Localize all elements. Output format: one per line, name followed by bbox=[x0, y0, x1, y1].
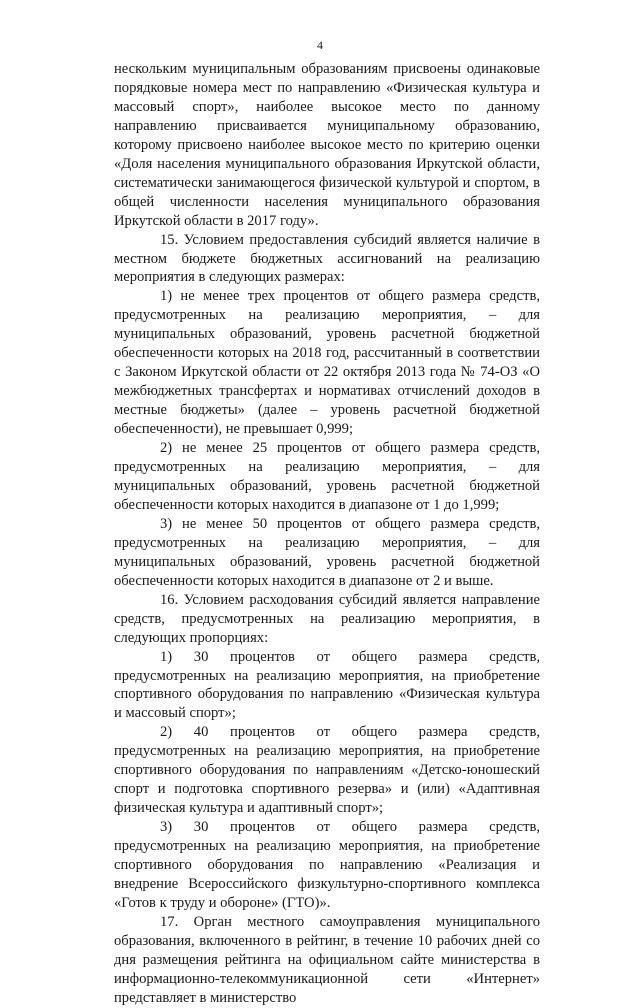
paragraph-15-item-3: 3) не менее 50 процентов от общего размера средств, предусмотренных на реализацию мероприятия, – для муниципальных образований, уровень расчетной бюджетной обеспеченности которых находится в диапазоне от 2 и выше. bbox=[114, 515, 540, 589]
paragraph-continued: нескольким муниципальным образованиям присвоены одинаковые порядковые номера мест по направлению «Физическая культура и массовый спорт», наиболее высокое место по данному направлению присваивается муниципальному образованию, которому присвоено наиболее высокое место по критерию оценки «Доля населения муниципального образования Иркутской области, систематически занимающегося физической культурой и спортом, в общей численности населения муниципального образования Иркутской области в 2017 году». bbox=[114, 61, 540, 229]
paragraph-16-item-1: 1) 30 процентов от общего размера средств, предусмотренных на реализацию мероприятия, на приобретение спортивного оборудования по направлению «Физическая культура и массовый спорт»; bbox=[114, 648, 540, 722]
paragraph-16: 16. Условием расходования субсидий является направление средств, предусмотренных на реализацию мероприятия, в следующих пропорциях: bbox=[114, 591, 540, 646]
paragraph-15: 15. Условием предоставления субсидий является наличие в местном бюджете бюджетных ассигнований на реализацию мероприятия в следующих размерах: bbox=[114, 231, 540, 286]
paragraph-17: 17. Орган местного самоуправления муниципального образования, включенного в рейтинг, в течение 10 рабочих дней со дня размещения рейтинга на официальном сайте министерства в информационно-телекоммуникационной сети «Интернет» представляет в министерство bbox=[114, 913, 540, 1006]
document-body bbox=[114, 60, 540, 1008]
paragraph-16-item-3: 3) 30 процентов от общего размера средств, предусмотренных на реализацию мероприятия, на приобретение спортивного оборудования по направлению «Реализация и внедрение Всероссийского физкультурно-спортивного комплекса «Готов к труду и обороне» (ГТО)». bbox=[114, 819, 540, 911]
paragraph-15-item-1: 1) не менее трех процентов от общего размера средств, предусмотренных на реализацию мероприятия, – для муниципальных образований, уровень расчетной бюджетной обеспеченности которых на 2018 год, рассчитанный в соответствии с Законом Иркутской области от 22 октября 2013 года № 74-ОЗ «О межбюджетных трансфертах и нормативах отчислений доходов в местные бюджеты» (далее – уровень расчетной бюджетной обеспеченности), не превышает 0,999; bbox=[114, 288, 540, 438]
paragraph-16-item-2: 2) 40 процентов от общего размера средств, предусмотренных на реализацию мероприятия, на приобретение спортивного оборудования по направлениям «Детско-юношеский спорт и подготовка спортивного резерва» и (или) «Адаптивная физическая культура и адаптивный спорт»; bbox=[114, 724, 540, 817]
page-number: 4 bbox=[317, 38, 323, 52]
paragraph-15-item-2: 2) не менее 25 процентов от общего размера средств, предусмотренных на реализацию мероприятия, – для муниципальных образований, уровень расчетной бюджетной обеспеченности которых находится в диапазоне от 1 до 1,999; bbox=[114, 440, 540, 513]
